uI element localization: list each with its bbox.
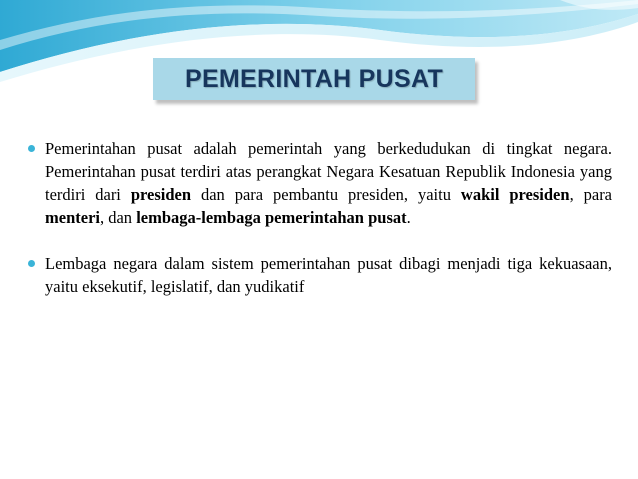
bullet-item	[28, 137, 612, 229]
bold-term-menteri: menteri	[45, 208, 100, 227]
bullet-dot-icon	[28, 260, 35, 267]
title-box	[153, 58, 475, 100]
bold-term-presiden: presiden	[130, 185, 192, 204]
bullet-dot-icon	[28, 145, 35, 152]
page-title: PEMERINTAH PUSAT	[184, 64, 444, 93]
content-body	[28, 137, 612, 298]
bold-term-lembaga: lembaga-lembaga pemerintahan pusat	[136, 208, 407, 227]
bullet-item	[28, 252, 612, 298]
bullet-text: Pemerintahan pusat adalah pemerintah yang berkedudukan di tingkat negara. Pemerintahan pusat terdiri atas perangkat Negara Kesatuan Republik Indonesia yang terdiri dari presiden dan para pembantu presiden, yaitu wakil presiden, para menteri, dan lembaga-lembaga pemerintahan pusat.	[45, 139, 613, 227]
bullet-text: Lembaga negara dalam sistem pemerintahan pusat dibagi menjadi tiga kekuasaan, yaitu eksekutif, legislatif, dan yudikatif	[45, 254, 612, 296]
bold-term-wakil-presiden: wakil presiden	[460, 185, 570, 204]
